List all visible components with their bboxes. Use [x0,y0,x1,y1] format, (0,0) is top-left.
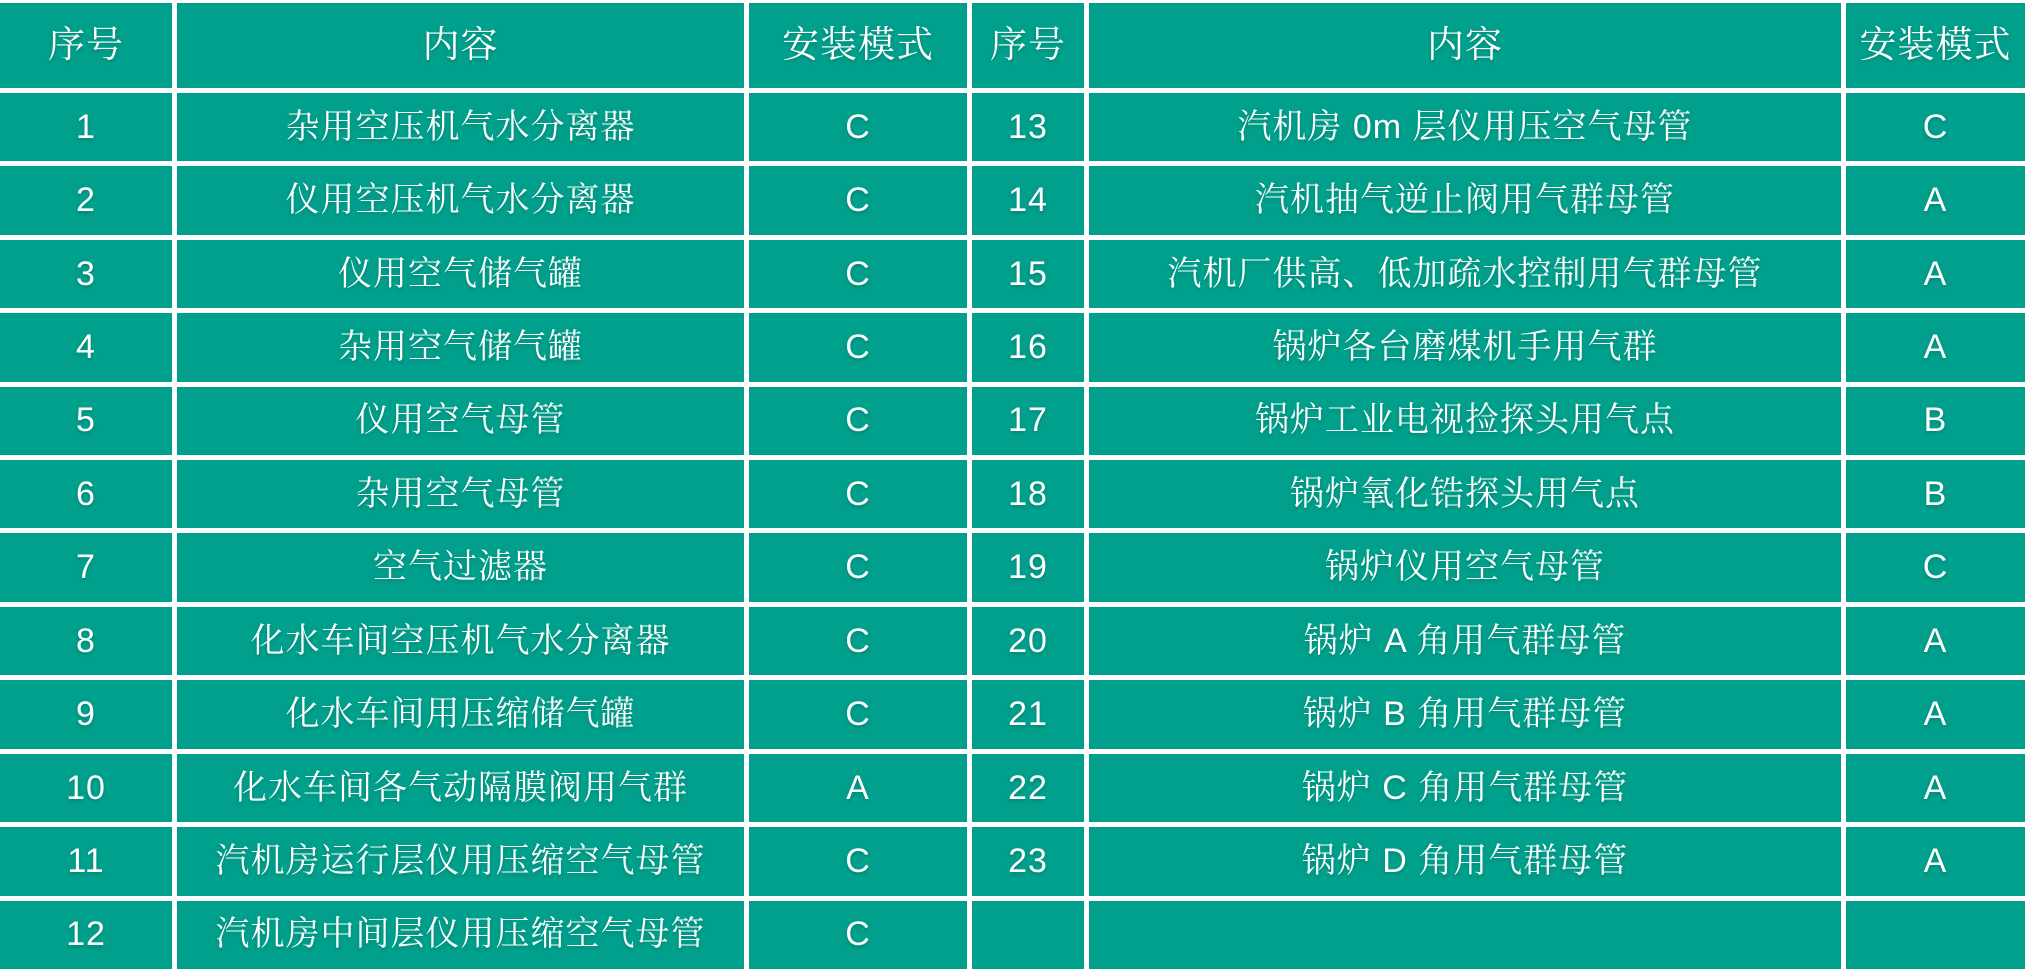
cell-no: 9 [0,680,172,748]
cell-no: 22 [972,754,1084,822]
cell-no: 23 [972,827,1084,895]
cell-no: 16 [972,313,1084,381]
cell-mode: C [749,901,967,969]
cell-no: 7 [0,533,172,601]
cell-content: 锅炉氧化锆探头用气点 [1089,460,1841,528]
cell-content: 锅炉 B 角用气群母管 [1089,680,1841,748]
cell-mode: A [1846,240,2025,308]
header-cell-no: 序号 [972,3,1084,88]
cell-mode: C [749,387,967,455]
cell-mode: C [749,166,967,234]
cell-mode: A [1846,754,2025,822]
cell-content: 杂用空压机气水分离器 [177,93,744,161]
cell-no: 4 [0,313,172,381]
empty-cell [972,901,1084,969]
cell-no: 12 [0,901,172,969]
cell-no: 18 [972,460,1084,528]
cell-content: 仪用空气储气罐 [177,240,744,308]
cell-content: 锅炉 D 角用气群母管 [1089,827,1841,895]
header-cell-no: 序号 [0,3,172,88]
cell-content: 汽机抽气逆止阀用气群母管 [1089,166,1841,234]
cell-no: 13 [972,93,1084,161]
empty-cell [1846,901,2025,969]
cell-mode: B [1846,460,2025,528]
cell-no: 15 [972,240,1084,308]
cell-no: 11 [0,827,172,895]
cell-mode: A [749,754,967,822]
cell-content: 空气过滤器 [177,533,744,601]
cell-mode: C [1846,93,2025,161]
cell-content: 杂用空气母管 [177,460,744,528]
cell-content: 化水车间各气动隔膜阀用气群 [177,754,744,822]
cell-no: 19 [972,533,1084,601]
header-cell-mode: 安装模式 [749,3,967,88]
cell-content: 锅炉各台磨煤机手用气群 [1089,313,1841,381]
cell-content: 汽机房中间层仪用压缩空气母管 [177,901,744,969]
cell-no: 21 [972,680,1084,748]
cell-mode: C [749,680,967,748]
cell-mode: C [749,827,967,895]
cell-content: 仪用空气母管 [177,387,744,455]
cell-no: 6 [0,460,172,528]
cell-content: 汽机厂供高、低加疏水控制用气群母管 [1089,240,1841,308]
cell-no: 8 [0,607,172,675]
cell-mode: C [1846,533,2025,601]
cell-mode: C [749,607,967,675]
cell-mode: A [1846,166,2025,234]
cell-content: 汽机房 0m 层仪用压空气母管 [1089,93,1841,161]
cell-content: 仪用空压机气水分离器 [177,166,744,234]
cell-no: 5 [0,387,172,455]
cell-mode: A [1846,607,2025,675]
cell-content: 锅炉仪用空气母管 [1089,533,1841,601]
cell-no: 10 [0,754,172,822]
cell-mode: C [749,533,967,601]
cell-no: 1 [0,93,172,161]
cell-content: 锅炉 C 角用气群母管 [1089,754,1841,822]
cell-content: 锅炉工业电视捡探头用气点 [1089,387,1841,455]
cell-no: 3 [0,240,172,308]
cell-mode: C [749,313,967,381]
cell-content: 锅炉 A 角用气群母管 [1089,607,1841,675]
cell-mode: A [1846,827,2025,895]
cell-no: 2 [0,166,172,234]
cell-mode: C [749,93,967,161]
cell-content: 化水车间用压缩储气罐 [177,680,744,748]
cell-content: 化水车间空压机气水分离器 [177,607,744,675]
cell-mode: C [749,460,967,528]
cell-content: 杂用空气储气罐 [177,313,744,381]
cell-content: 汽机房运行层仪用压缩空气母管 [177,827,744,895]
empty-cell [1089,901,1841,969]
header-cell-content: 内容 [177,3,744,88]
cell-no: 20 [972,607,1084,675]
cell-mode: C [749,240,967,308]
cell-no: 14 [972,166,1084,234]
cell-mode: A [1846,680,2025,748]
cell-mode: A [1846,313,2025,381]
header-cell-mode: 安装模式 [1846,3,2025,88]
cell-no: 17 [972,387,1084,455]
cell-mode: B [1846,387,2025,455]
header-cell-content: 内容 [1089,3,1841,88]
